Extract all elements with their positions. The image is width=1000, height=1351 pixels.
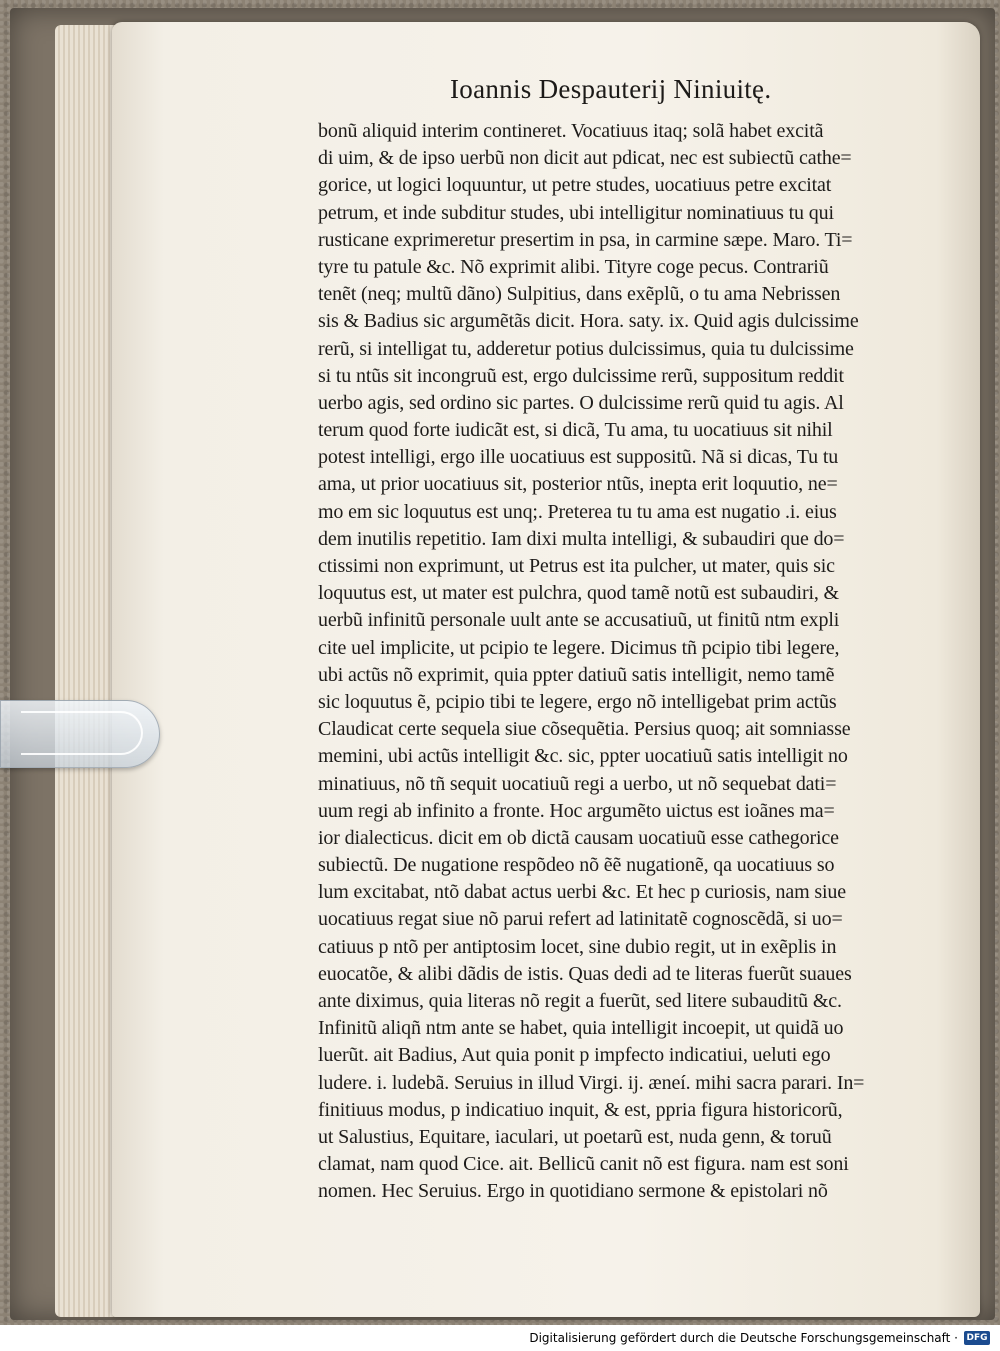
text-line: rusticane exprimeretur presertim in psa, in carmine sæpe. Maro. Ti= <box>318 228 853 251</box>
text-line: di uim, & de ipso uerbũ non dicit aut pdicat, nec est subiectũ cathe= <box>318 147 852 170</box>
dfg-logo-icon: DFG <box>964 1331 990 1345</box>
text-line: memini, ubi actũs intelligit &c. sic, ppter uocatiuũ satis intelligit no <box>318 745 848 768</box>
digitization-credit <box>529 1331 990 1345</box>
text-line: gorice, ut logici loquuntur, ut petre studes, uocatiuus petre excitat <box>318 174 832 197</box>
text-line: lum excitabat, ntõ dabat actus uerbi &c. Et hec p curiosis, nam siue <box>318 881 846 904</box>
text-line: ludere. i. ludebã. Seruius in illud Virgi. ij. æneí. mihi sacra parari. In= <box>318 1071 865 1094</box>
text-line: finitiuus modus, p indicatiuo inquit, & est, ppria figura historicorũ, <box>318 1098 843 1121</box>
running-header: Ioannis Despauterij Niniuitę. <box>450 74 772 104</box>
body-text <box>318 118 938 1206</box>
text-line: ante diximus, quia literas nõ regit a fuerũt, sed litere subauditũ &c. <box>318 990 842 1012</box>
text-line: ctissimi non exprimunt, ut Petrus est ita pulcher, ut mater, quis sic <box>318 555 835 577</box>
text-line: cite uel implicite, ut pcipio te legere. Dicimus tñ pcipio tibi legere, <box>318 636 840 659</box>
text-line: petrum, et inde subditur studes, ubi intelligitur nominatiuus tu qui <box>318 201 834 224</box>
text-line: euocatõe, & alibi dãdis de istis. Quas dedi ad te literas fuerũt suaues <box>318 962 852 985</box>
text-line: Claudicat certe sequela siue cõsequẽtia. Persius quoq; ait somniasse <box>318 718 851 741</box>
text-line: terum quod forte iudicãt est, si dicã, Tu ama, tu uocatiuus sit nihil <box>318 419 833 442</box>
credit-text: Digitalisierung gefördert durch die Deutsche Forschungsgemeinschaft · <box>529 1331 958 1345</box>
text-line: catiuus p ntõ per antiptosim locet, sine dubio regit, ut in exẽplis in <box>318 935 837 958</box>
text-line: ior dialecticus. dicit em ob dictã causam uocatiuũ esse cathegorice <box>318 826 839 849</box>
text-line: ut Salustius, Equitare, iaculari, ut poetarũ est, nuda genn, & toruũ <box>318 1125 832 1148</box>
text-line: ama, ut prior uocatiuus sit, posterior ntũs, inepta erit loquutio, ne= <box>318 473 838 496</box>
text-line: nomen. Hec Seruius. Ergo in quotidiano sermone & epistolari nõ <box>318 1180 828 1203</box>
text-line: tenẽt (neq; multũ dãno) Sulpitius, dans exẽplũ, o tu ama Nebrissen <box>318 283 841 306</box>
page-clip <box>0 700 160 768</box>
text-line: mo em sic loquutus est unq;. Preterea tu tu ama est nugatio .i. eius <box>318 500 837 523</box>
text-line: clamat, nam quod Cice. ait. Bellicũ canit nõ est figura. nam est soni <box>318 1153 849 1176</box>
text-line: sis & Badius sic argumẽtãs dicit. Hora. saty. ix. Quid agis dulcissime <box>318 310 859 333</box>
text-line: sic loquutus ẽ, pcipio tibi te legere, ergo nõ intelligebat prim actũs <box>318 690 837 713</box>
text-line: tyre tu patule &c. Nõ exprimit alibi. Tityre coge pecus. Contrariũ <box>318 255 829 278</box>
text-line: subiectũ. De nugatione respõdeo nõ ẽẽ nugationẽ, qa uocatiuus so <box>318 854 835 877</box>
text-line: rerũ, si intelligat tu, adderetur potius dulcissimus, quia tu dulcissime <box>318 337 854 360</box>
text-line: potest intelligi, ergo ille uocatiuus est suppositũ. Nã si dicas, Tu tu <box>318 446 839 469</box>
page-clip-wire <box>21 711 143 755</box>
text-line: bonũ aliquid interim contineret. Vocatiuus itaq; solã habet excitã <box>318 120 824 142</box>
text-line: dem inutilis repetitio. Iam dixi multa intelligi, & subaudiri que do= <box>318 527 845 550</box>
text-line: loquutus est, ut mater est pulchra, quod tamẽ notũ est subaudiri, & <box>318 582 839 605</box>
text-line: uum regi ab infinito a fronte. Hoc argumẽto uictus est ioãnes ma= <box>318 799 835 822</box>
text-line: minatiuus, nõ tñ sequit uocatiuũ regi a uerbo, ut nõ sequebat dati= <box>318 772 837 795</box>
text-line: Infinitũ aliqñ ntm ante se habet, quia intelligit incoepit, ut quidã uo <box>318 1017 844 1040</box>
text-line: uocatiuus regat siue nõ parui refert ad latinitatẽ cognoscẽdã, si uo= <box>318 908 843 931</box>
text-line: uerbũ infinitũ personale uult ante se accusatiuũ, ut finitũ ntm expli <box>318 609 840 632</box>
text-line: uerbo agis, sed ordino sic partes. O dulcissime rerũ quid tu agis. Al <box>318 391 844 414</box>
text-line: si tu ntũs sit incongruũ est, ergo dulcissime rerũ, suppositum reddit <box>318 364 844 387</box>
text-line: ubi actũs nõ exprimit, quia ppter datiuũ satis intelligit, nemo tamẽ <box>318 663 835 686</box>
text-line: luerũt. ait Badius, Aut quia ponit p impfecto indicatiui, ueluti ego <box>318 1044 831 1067</box>
